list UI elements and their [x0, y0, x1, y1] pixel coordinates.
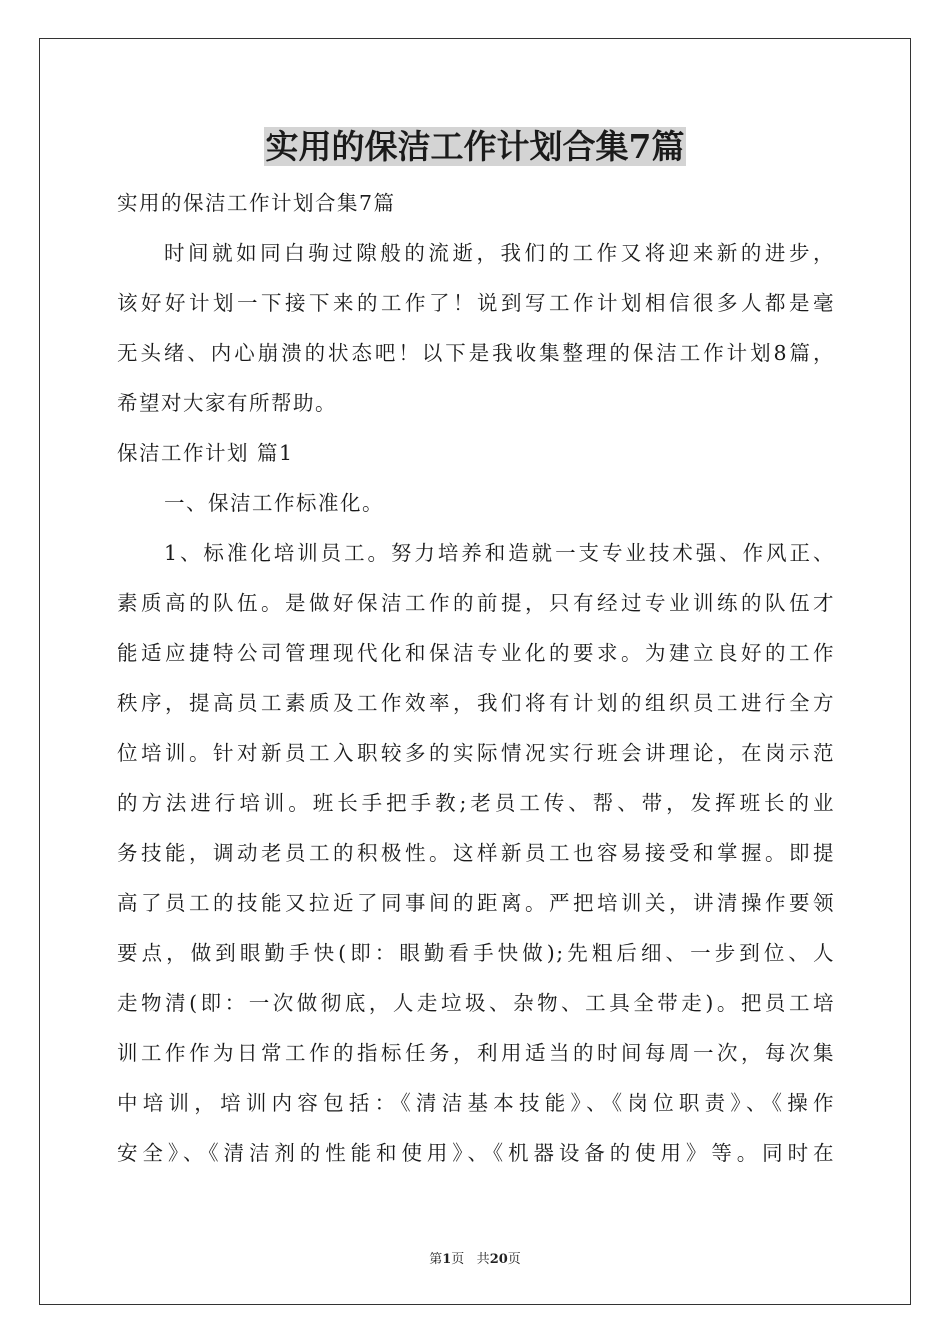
paragraph-line: 位培训。针对新员工入职较多的实际情况实行班会讲理论，在岗示范 — [117, 741, 835, 765]
total-prefix: 共 — [476, 1252, 490, 1267]
page-footer — [0, 1248, 950, 1267]
paragraph-line: 无头绪、内心崩溃的状态吧！以下是我收集整理的保洁工作计划8篇， — [117, 341, 835, 365]
paragraph-line: 高了员工的技能又拉近了同事间的距离。严把培训关，讲清操作要领 — [117, 891, 835, 915]
total-label: 页 — [507, 1252, 521, 1267]
paragraph-line: 训工作作为日常工作的指标任务，利用适当的时间每周一次，每次集 — [117, 1041, 835, 1065]
paragraph-line: 1、标准化培训员工。努力培养和造就一支专业技术强、作风正、 — [164, 541, 835, 565]
paragraph-line: 素质高的队伍。是做好保洁工作的前提，只有经过专业训练的队伍才 — [117, 591, 835, 615]
total-pages: 20 — [489, 1252, 508, 1267]
paragraph-line: 走物清(即：一次做彻底，人走垃圾、杂物、工具全带走)。把员工培 — [117, 991, 835, 1015]
paragraph-line: 的方法进行培训。班长手把手教;老员工传、帮、带，发挥班长的业 — [117, 791, 835, 815]
paragraph-line: 务技能，调动老员工的积极性。这样新员工也容易接受和掌握。即提 — [117, 841, 835, 865]
paragraph-line: 时间就如同白驹过隙般的流逝，我们的工作又将迎来新的进步， — [164, 241, 835, 265]
subsection-heading: 一、保洁工作标准化。 — [164, 491, 384, 515]
page-prefix: 第 — [429, 1252, 443, 1267]
page-label: 页 — [451, 1252, 465, 1267]
paragraph-line: 要点，做到眼勤手快(即：眼勤看手快做);先粗后细、一步到位、人 — [117, 941, 835, 965]
section-heading: 保洁工作计划 篇1 — [117, 441, 294, 465]
page-number: 1 — [442, 1252, 452, 1267]
document-title — [0, 125, 950, 169]
document-body — [117, 178, 835, 1178]
subtitle-line: 实用的保洁工作计划合集7篇 — [117, 191, 396, 215]
document-title-text: 实用的保洁工作计划合集7篇 — [265, 127, 685, 166]
paragraph-line: 安全》、《清洁剂的性能和使用》、《机器设备的使用》等。同时在 — [117, 1141, 835, 1165]
paragraph-line: 秩序，提高员工素质及工作效率，我们将有计划的组织员工进行全方 — [117, 691, 835, 715]
paragraph-line: 该好好计划一下接下来的工作了！说到写工作计划相信很多人都是毫 — [117, 291, 835, 315]
paragraph-line: 希望对大家有所帮助。 — [117, 391, 337, 415]
paragraph-line: 能适应捷特公司管理现代化和保洁专业化的要求。为建立良好的工作 — [117, 641, 835, 665]
paragraph-line: 中培训，培训内容包括：《清洁基本技能》、《岗位职责》、《操作 — [117, 1091, 835, 1115]
